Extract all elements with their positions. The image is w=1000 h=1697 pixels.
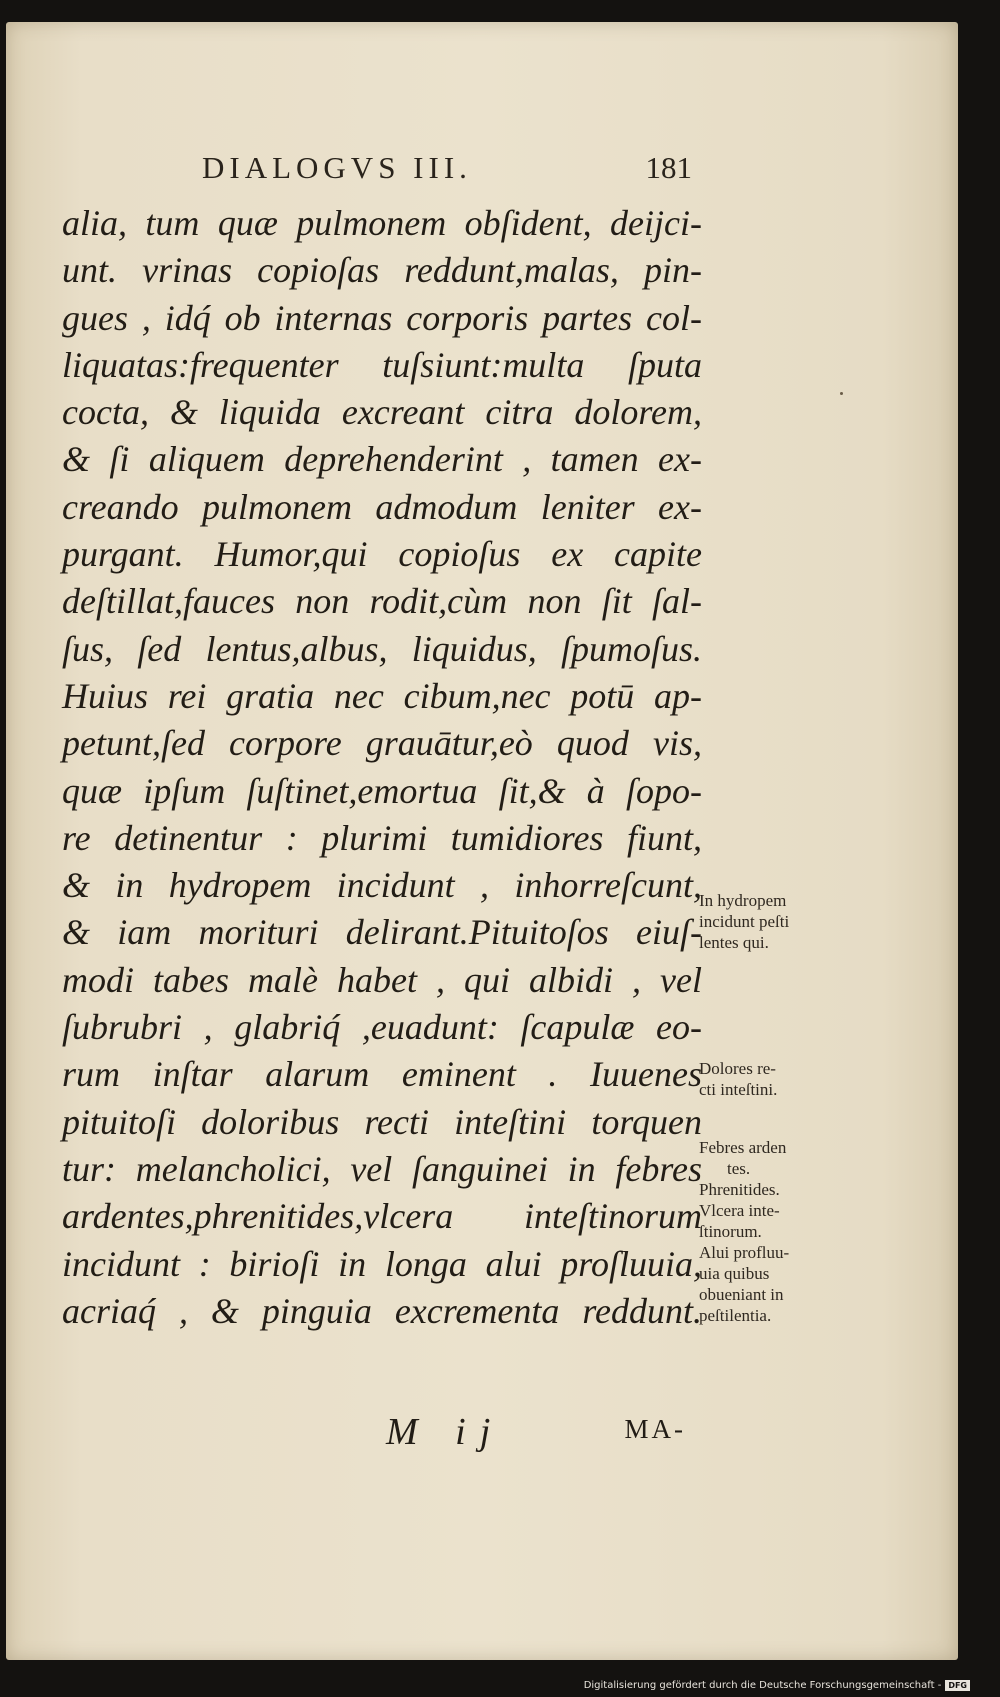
text-line: liquatas:frequenter tuſsiunt:multa ſputa — [62, 344, 702, 385]
text-line: petunt,ſed corpore grauātur,eò quod vis, — [62, 723, 702, 764]
text-line: deſtillat,fauces non rodit,cùm non ſit ſal- — [62, 581, 702, 622]
digitization-credit — [584, 1680, 970, 1691]
text-line: ſubrubri , glabriq́ ,euadunt: ſcapulæ eo- — [62, 1007, 702, 1048]
text-line: pituitoſi doloribus recti inteſtini torquen — [62, 1101, 702, 1142]
margin-note-line: Phrenitides. — [699, 1180, 780, 1199]
text-line: acriaq́ , & pinguia excrementa reddunt. — [62, 1290, 702, 1331]
catchline — [386, 1410, 686, 1453]
margin-note-hydropem — [699, 890, 859, 953]
margin-note-line: Febres arden — [699, 1138, 787, 1157]
page-header — [202, 150, 692, 190]
text-line: & iam morituri delirant.Pituitoſos eiuſ- — [62, 912, 702, 953]
margin-note-line: Alui profluu- — [699, 1243, 790, 1262]
credit-text: Digitalisierung gefördert durch die Deutsche Forschungsgemeinschaft - — [583, 1680, 942, 1691]
text-line: gues , idq́ ob internas corporis partes col- — [62, 297, 702, 338]
margin-note-line: tes. — [727, 1159, 751, 1178]
text-line: Huius rei gratia nec cibum,nec potū ap- — [62, 675, 702, 716]
running-title: DIALOGVS III. — [202, 150, 472, 185]
margin-note-line: lentes qui. — [699, 933, 769, 952]
text-line: rum inſtar alarum eminent . Iuuenes — [62, 1054, 702, 1095]
margin-note-febres — [699, 1137, 859, 1326]
text-line: quæ ipſum ſuſtinet,emortua ſit,& à ſopo- — [62, 770, 702, 811]
text-line: & ſi aliquem deprehenderint , tamen ex- — [62, 439, 702, 480]
text-line: & in hydropem incidunt , inhorreſcunt, — [62, 865, 702, 906]
book-page — [6, 22, 958, 1660]
text-line: cocta, & liquida excreant citra dolorem, — [62, 392, 702, 433]
page-number: 181 — [645, 150, 692, 185]
text-line: unt. vrinas copioſas reddunt,malas, pin- — [62, 250, 702, 291]
margin-note-line: obueniant in — [699, 1285, 784, 1304]
text-line: ſus, ſed lentus,albus, liquidus, ſpumoſus. — [62, 628, 702, 669]
text-line: creando pulmonem admodum leniter ex- — [62, 486, 702, 527]
body-text — [62, 200, 702, 1335]
text-line: incidunt : birioſi in longa alui proſluuia, — [62, 1243, 702, 1284]
catchword: MA- — [624, 1414, 686, 1444]
paper-speck — [840, 392, 843, 395]
text-line: modi tabes malè habet , qui albidi , vel — [62, 959, 702, 1000]
text-line: ardentes,phrenitides,vlcera inteſtinorum — [62, 1196, 702, 1237]
margin-note-line: Vlcera inte- — [699, 1201, 780, 1220]
margin-note-line: In hydropem — [699, 891, 787, 910]
text-line: tur: melancholici, vel ſanguinei in febres — [62, 1148, 702, 1189]
signature-mark: M ij — [386, 1411, 505, 1453]
text-line: re detinentur : plurimi tumidiores fiunt, — [62, 817, 702, 858]
margin-note-line: ſtinorum. — [699, 1222, 762, 1241]
dfg-logo: DFG — [945, 1680, 970, 1691]
margin-note-line: peſtilentia. — [699, 1306, 772, 1325]
margin-note-line: cti inteſtini. — [699, 1080, 778, 1099]
text-line: alia, tum quæ pulmonem obſident, deijci- — [62, 203, 702, 243]
margin-note-line: Dolores re- — [699, 1059, 776, 1078]
margin-note-line: uia quibus — [699, 1264, 770, 1283]
text-line: purgant. Humor,qui copioſus ex capite — [62, 534, 702, 575]
margin-note-dolores — [699, 1058, 859, 1100]
margin-note-line: incidunt peſti — [699, 912, 790, 931]
